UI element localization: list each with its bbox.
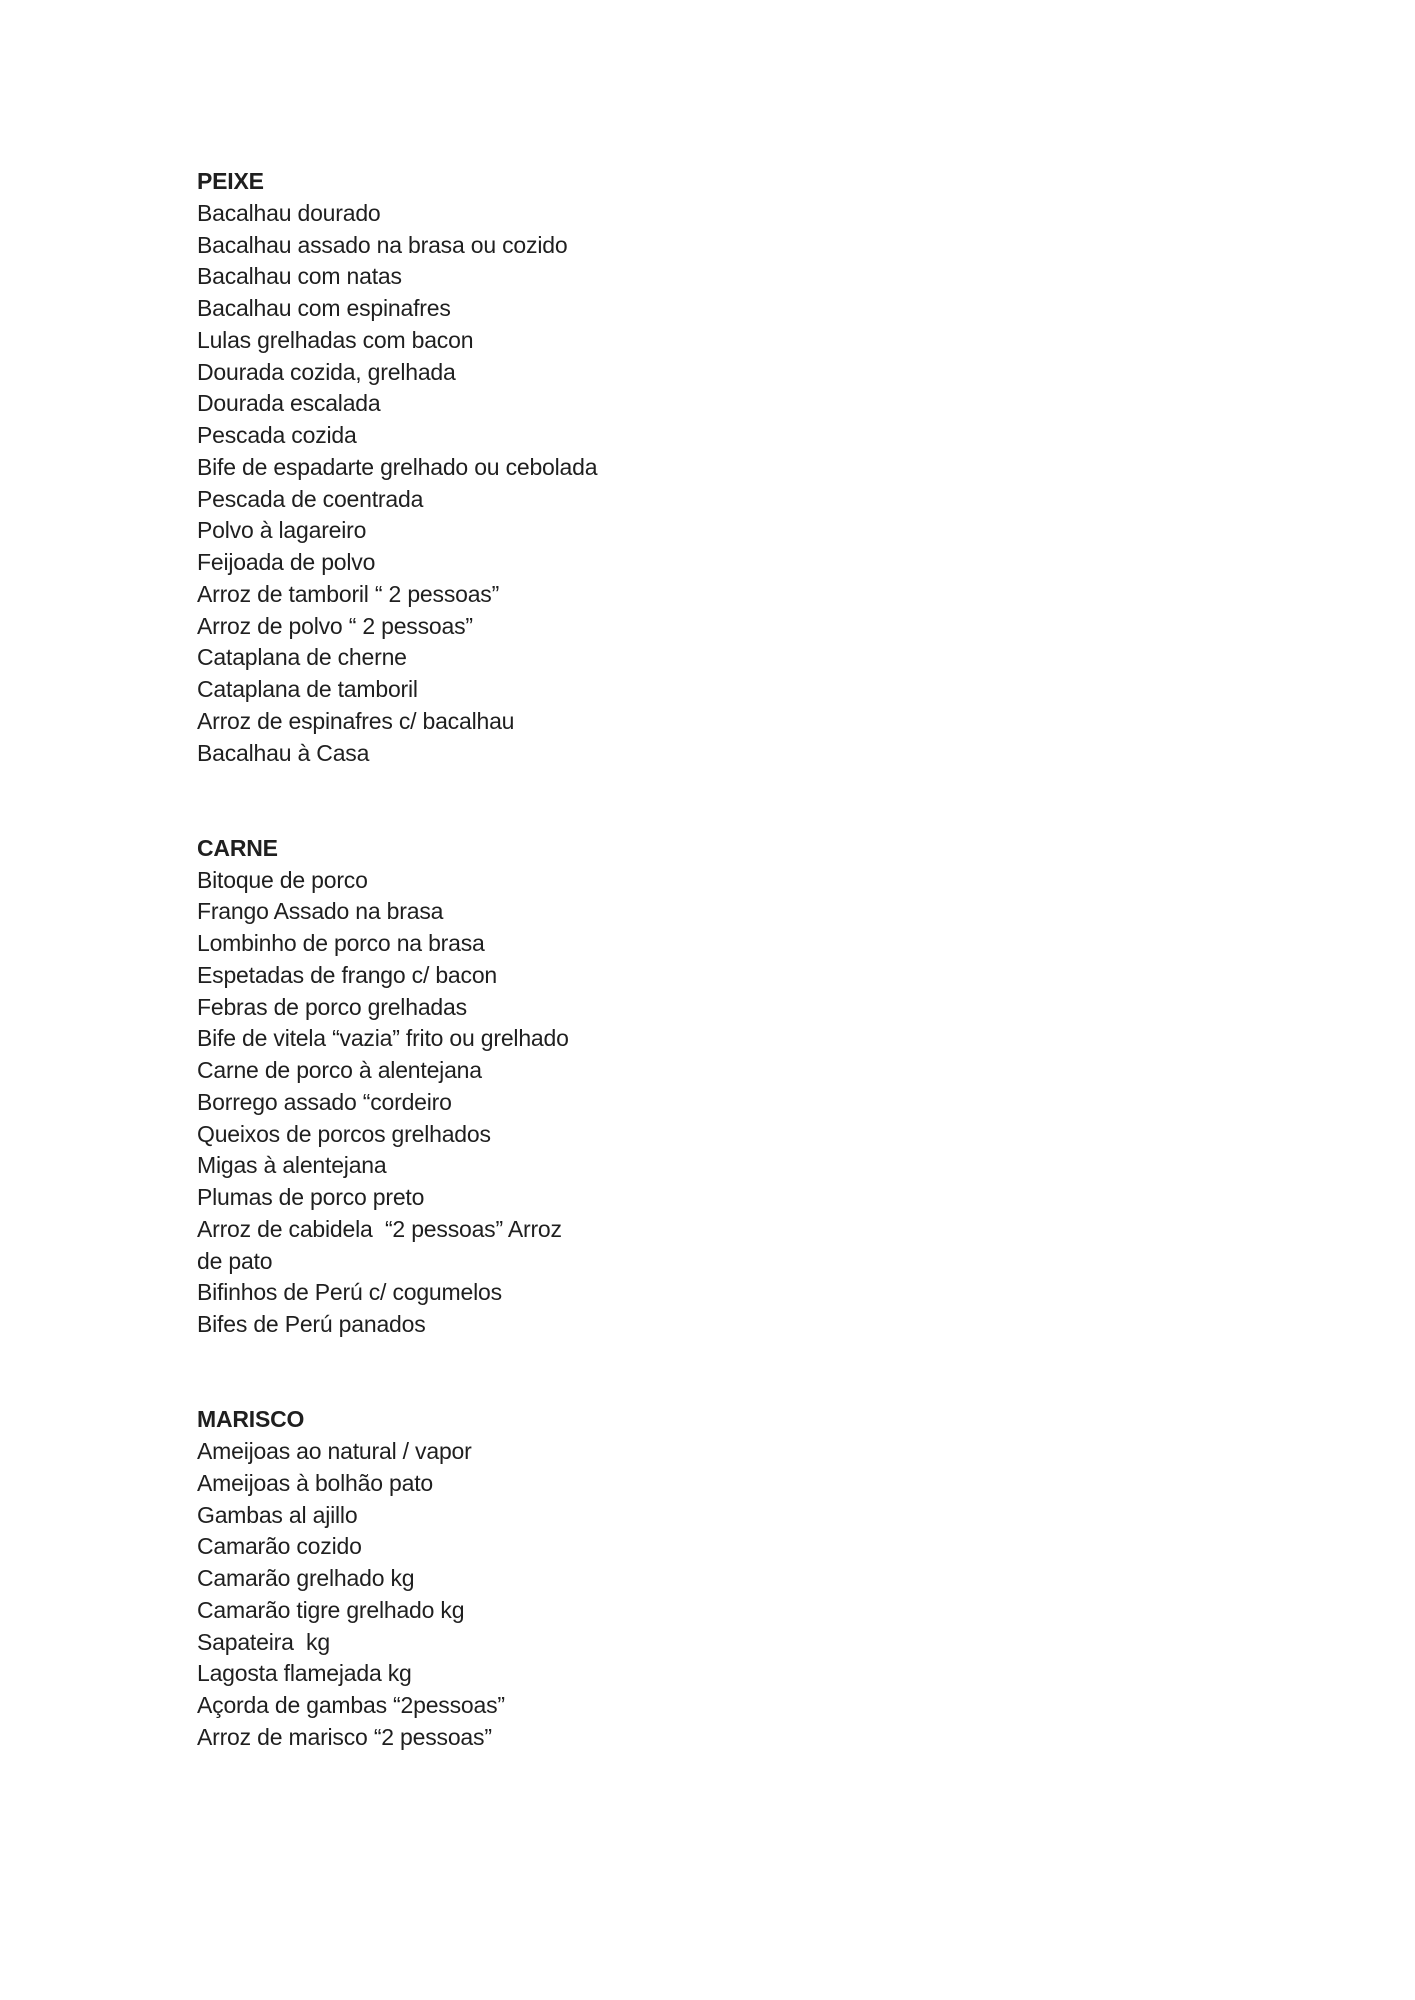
- menu-item: Bacalhau com espinafres: [197, 295, 451, 321]
- menu-item: Ameijoas à bolhão pato: [197, 1469, 433, 1496]
- menu-item: Arroz de espinafres c/ bacalhau: [197, 707, 515, 734]
- menu-item: Dourada cozida, grelhada: [197, 358, 456, 385]
- menu-section-marisco: [197, 1404, 1295, 1753]
- menu-item: Bife de vitela “vazia” frito ou grelhado: [197, 1025, 569, 1052]
- menu-item: Gambas al ajillo: [197, 1501, 358, 1528]
- menu-item: Lagosta flamejada kg: [197, 1660, 412, 1687]
- menu-item: Lombinho de porco na brasa: [197, 930, 485, 956]
- section-title: PEIXE: [197, 168, 264, 194]
- menu-item: Frango Assado na brasa: [197, 898, 444, 925]
- menu-section-carne: [197, 833, 1295, 1341]
- menu-item: Plumas de porco preto: [197, 1184, 425, 1210]
- menu-item: Arroz de tamboril “ 2 pessoas”: [197, 580, 500, 607]
- menu-item: Pescada de coentrada: [197, 485, 424, 512]
- menu-item: Arroz de polvo “ 2 pessoas”: [197, 612, 473, 639]
- menu-item: Bacalhau à Casa: [197, 739, 370, 766]
- menu-content: [197, 166, 1295, 1754]
- menu-item: Bife de espadarte grelhado ou cebolada: [197, 453, 598, 480]
- menu-item: Feijoada de polvo: [197, 549, 376, 575]
- menu-item: Migas à alentejana: [197, 1152, 387, 1179]
- menu-item: Bacalhau dourado: [197, 199, 381, 226]
- menu-item: Camarão cozido: [197, 1533, 362, 1560]
- menu-item: Bacalhau assado na brasa ou cozido: [197, 231, 568, 258]
- menu-item: Carne de porco à alentejana: [197, 1057, 482, 1083]
- menu-item: Cataplana de tamboril: [197, 676, 418, 702]
- menu-item: Pescada cozida: [197, 422, 357, 448]
- menu-item: Arroz de marisco “2 pessoas”: [197, 1723, 492, 1750]
- menu-item: Dourada escalada: [197, 390, 381, 417]
- menu-item: Cataplana de cherne: [197, 644, 407, 671]
- menu-item: Polvo à lagareiro: [197, 517, 367, 544]
- menu-item: Camarão tigre grelhado kg: [197, 1596, 465, 1623]
- menu-item: Bacalhau com natas: [197, 263, 402, 290]
- menu-item: Bifes de Perú panados: [197, 1311, 426, 1337]
- menu-item: Bitoque de porco: [197, 866, 368, 893]
- menu-item: Bifinhos de Perú c/ cogumelos: [197, 1279, 502, 1306]
- section-title: CARNE: [197, 834, 278, 861]
- menu-item: Açorda de gambas “2pessoas”: [197, 1692, 505, 1718]
- section-title: MARISCO: [197, 1406, 305, 1433]
- menu-item: de pato: [197, 1247, 273, 1274]
- menu-item: Febras de porco grelhadas: [197, 993, 467, 1020]
- menu-item: Sapateira kg: [197, 1628, 330, 1655]
- menu-item: Lulas grelhadas com bacon: [197, 326, 474, 353]
- menu-item: Camarão grelhado kg: [197, 1565, 415, 1591]
- menu-item: Ameijoas ao natural / vapor: [197, 1438, 472, 1464]
- menu-item: Queixos de porcos grelhados: [197, 1120, 491, 1147]
- menu-item: Espetadas de frango c/ bacon: [197, 961, 498, 988]
- menu-item: Borrego assado “cordeiro: [197, 1088, 452, 1115]
- menu-item: Arroz de cabidela “2 pessoas” Arroz: [197, 1215, 562, 1242]
- menu-section-peixe: [197, 166, 1295, 769]
